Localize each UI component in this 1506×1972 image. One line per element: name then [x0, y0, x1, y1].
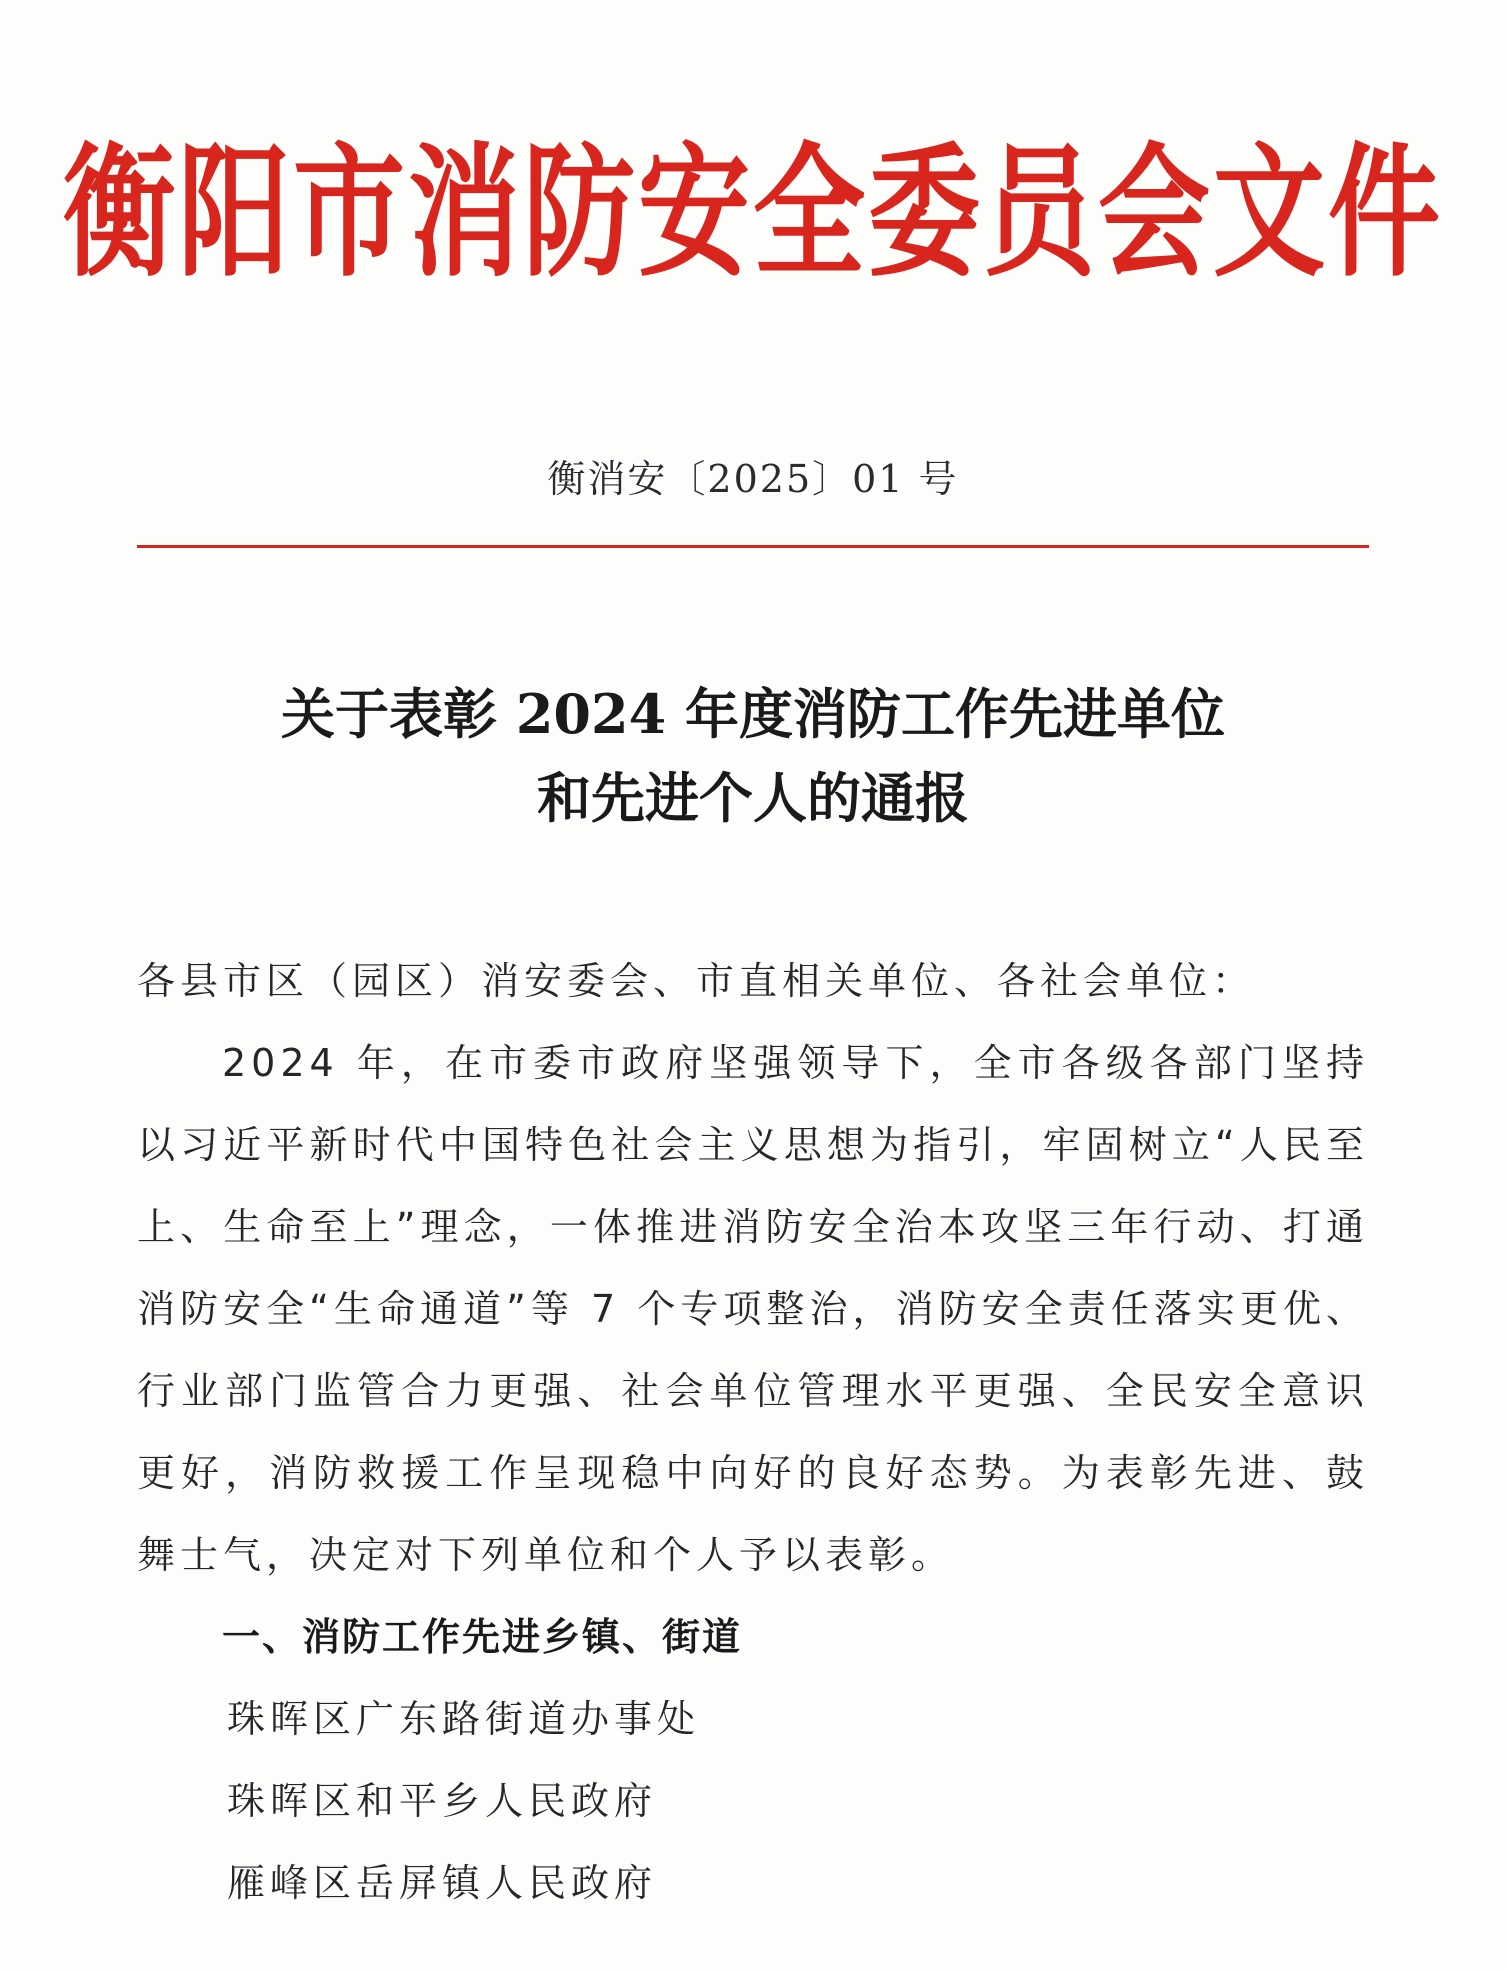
document-number: 衡消安〔2025〕01 号: [547, 457, 959, 501]
document-body: [137, 940, 1369, 1924]
section-heading: 一、消防工作先进乡镇、街道: [222, 1615, 743, 1659]
list-item: 雁峰区岳屏镇人民政府: [227, 1861, 658, 1905]
title-line-1: 关于表彰 2024 年度消防工作先进单位: [281, 682, 1225, 746]
salutation: 各县市区（园区）消安委会、市直相关单位、各社会单位：: [137, 959, 1256, 1003]
body-paragraph: 2024 年，在市委市政府坚强领导下，全市各级各部门坚持以习近平新时代中国特色社会主义思想为指引，牢固树立“人民至上、生命至上”理念，一体推进消防安全治本攻坚三年行动、打通消防安全“生命通道”等 7 个专项整治，消防安全责任落实更优、行业部门监管合力更强、社会单位管理水平更强、全民安全意识更好，消防救援工作呈现稳中向好的良好态势。为表彰先进、鼓舞士气，决定对下列单位和个人予以表彰。: [137, 1041, 1369, 1577]
awardee-list: [137, 1678, 1369, 1924]
list-item: 珠晖区广东路街道办事处: [227, 1697, 701, 1741]
title-line-2: 和先进个人的通报: [537, 766, 969, 830]
red-divider-rule: [137, 545, 1369, 548]
document-title: [0, 672, 1506, 840]
list-item: 珠晖区和平乡人民政府: [227, 1779, 658, 1823]
document-masthead: 衡阳市消防安全委员会文件: [63, 129, 1443, 297]
